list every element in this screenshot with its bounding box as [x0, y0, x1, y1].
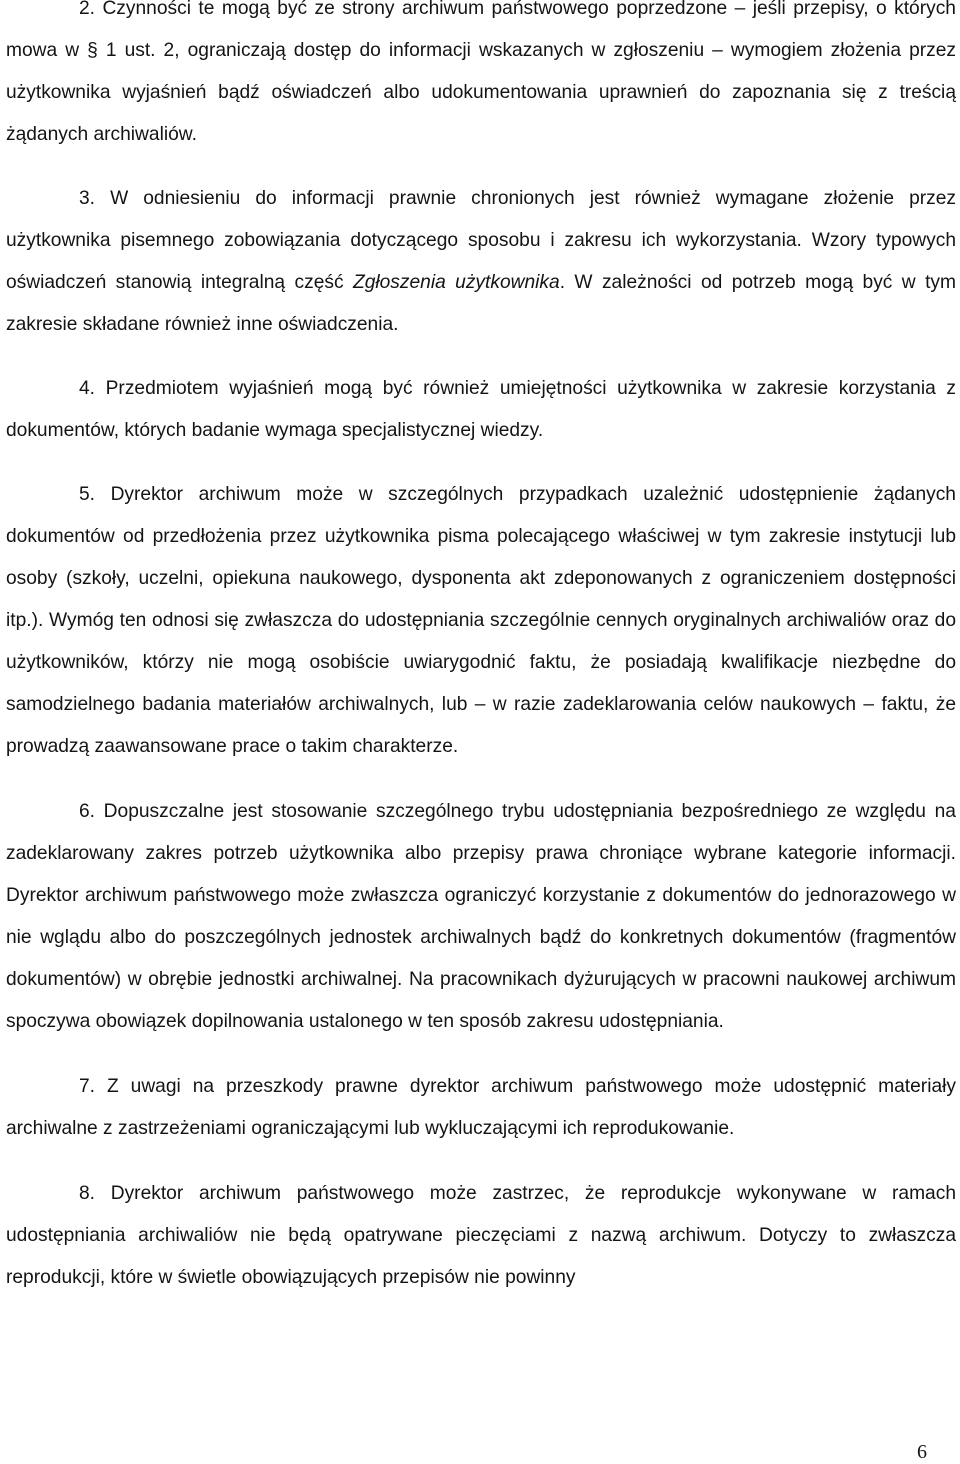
- page-number: 6: [917, 1441, 927, 1463]
- paragraph-text: Dyrektor archiwum może w szczególnych przypadkach uzależnić udostępnienie żądanych dokumentów od przedłożenia przez użytkownika pisma polecającego właściwej w tym zakresie instytucji lub osoby (szkoły, uczelni, opiekuna naukowego, dysponenta akt zdeponowanych z ograniczeniem dostępności itp.). Wymóg ten odnosi się zwłaszcza do udostępniania szczególnie cennych oryginalnych archiwaliów oraz do użytkowników, którzy nie mogą osobiście uwiarygodnić faktu, że posiadają kwalifikacje niezbędne do samodzielnego badania materiałów archiwalnych, lub – w razie zadeklarowania celów naukowych – faktu, że prowadzą zaawansowane prace o takim charakterze.: [6, 484, 956, 757]
- form-title-italic: Zgłoszenia użytkownika: [352, 272, 560, 293]
- paragraph-number: 2.: [79, 0, 96, 19]
- paragraph-7: [6, 1066, 956, 1150]
- document-page: [6, 0, 956, 1299]
- paragraph-number: 8.: [79, 1183, 96, 1204]
- paragraph-4: [6, 368, 956, 452]
- paragraph-number: 5.: [79, 484, 96, 505]
- paragraph-text: Czynności te mogą być ze strony archiwum państwowego poprzedzone – jeśli przepisy, o których mowa w § 1 ust. 2, ograniczają dostęp do informacji wskazanych w zgłoszeniu – wymogiem złożenia przez użytkownika wyjaśnień bądź oświadczeń albo udokumentowania uprawnień do zapoznania się z treścią żądanych archiwaliów.: [6, 0, 956, 145]
- paragraph-number: 7.: [79, 1076, 96, 1097]
- paragraph-6: [6, 791, 956, 1043]
- paragraph-5: [6, 474, 956, 768]
- paragraph-text-continued: . W zależności od potrzeb mogą być w tym zakresie składane również inne oświadczenia.: [6, 272, 956, 335]
- paragraph-8: [6, 1173, 956, 1299]
- paragraph-text: Dopuszczalne jest stosowanie szczególnego trybu udostępniania bezpośredniego ze względu na zadeklarowany zakres potrzeb użytkownika albo przepisy prawa chroniące wybrane kategorie informacji. Dyrektor archiwum państwowego może zwłaszcza ograniczyć korzystanie z dokumentów do jednorazowego w nie wglądu albo do poszczególnych jednostek archiwalnych bądź do konkretnych dokumentów (fragmentów dokumentów) w obrębie jednostki archiwalnej. Na pracownikach dyżurujących w pracowni naukowej archiwum spoczywa obowiązek dopilnowania ustalonego w ten sposób zakresu udostępniania.: [6, 801, 956, 1032]
- paragraph-text: Dyrektor archiwum państwowego może zastrzec, że reprodukcje wykonywane w ramach udostępniania archiwaliów nie będą opatrywane pieczęciami z nazwą archiwum. Dotyczy to zwłaszcza reprodukcji, które w świetle obowiązujących przepisów nie powinny: [6, 1183, 956, 1288]
- paragraph-text: W odniesieniu do informacji prawnie chronionych jest również wymagane złożenie przez użytkownika pisemnego zobowiązania dotyczącego sposobu i zakresu ich wykorzystania. Wzory typowych oświadczeń stanowią integralną część: [6, 188, 956, 293]
- paragraph-text: Z uwagi na przeszkody prawne dyrektor archiwum państwowego może udostępnić materiały archiwalne z zastrzeżeniami ograniczającymi lub wykluczającymi ich reprodukowanie.: [6, 1076, 956, 1139]
- paragraph-text: Przedmiotem wyjaśnień mogą być również umiejętności użytkownika w zakresie korzystania z dokumentów, których badanie wymaga specjalistycznej wiedzy.: [6, 378, 956, 441]
- paragraph-number: 6.: [79, 801, 96, 822]
- paragraph-3: [6, 178, 956, 346]
- paragraph-number: 3.: [79, 188, 96, 209]
- paragraph-number: 4.: [79, 378, 96, 399]
- paragraph-2: [6, 0, 956, 156]
